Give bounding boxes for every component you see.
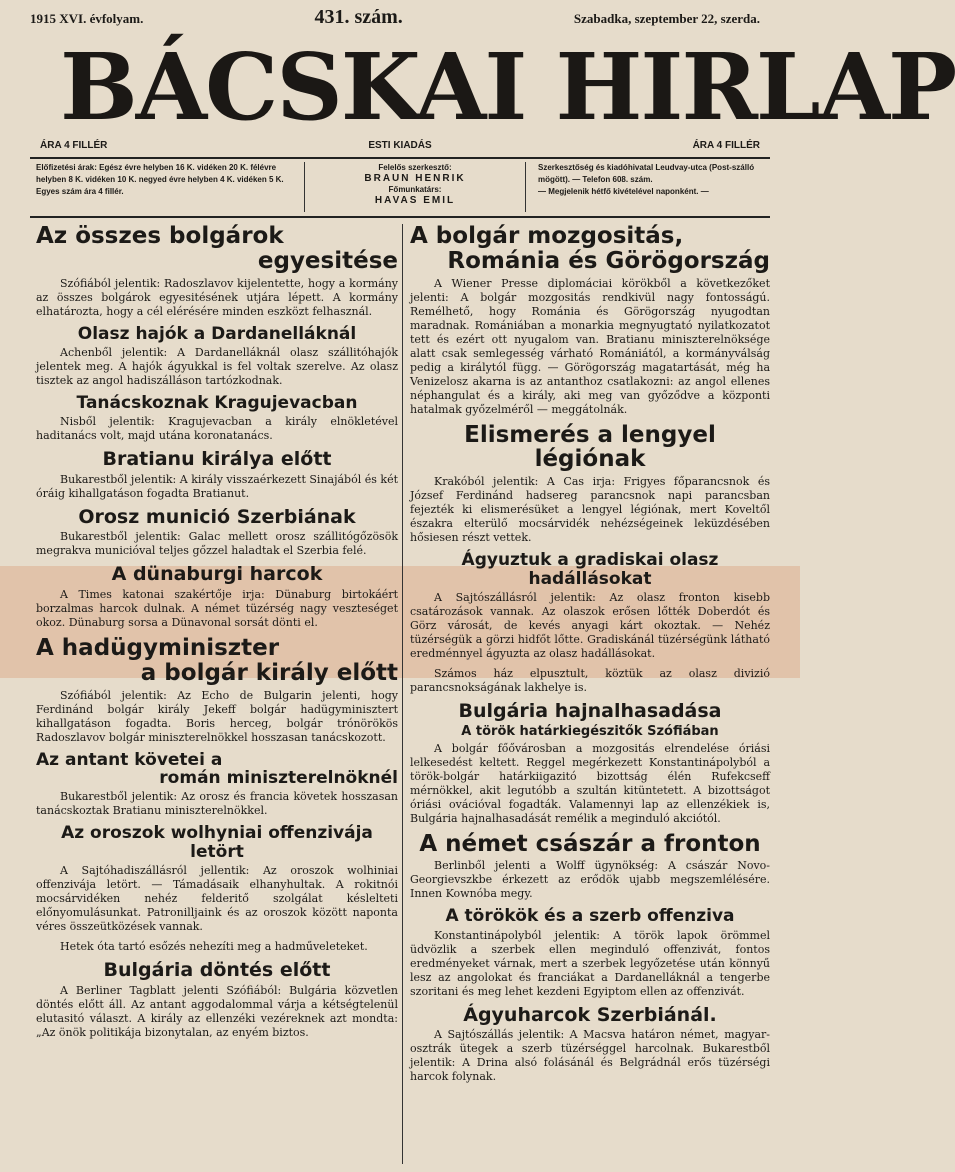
article-headline	[410, 423, 770, 473]
article-headline	[36, 394, 398, 412]
article-body: Krakóból jelentik: A Cas irja: Frigyes főparancsnok és József Ferdinánd hadsereg parancsnok napi parancsban fejezték ki elismerésüket a lengyel légiónak, mert Koveltől északra elterülő mocsárvidék nehézségeinek leküzdésében hősiesen részt vettek.	[410, 475, 770, 545]
right-column	[410, 224, 770, 1090]
article	[36, 224, 398, 319]
article	[36, 960, 398, 1040]
headline-line-1: Olasz hajók a Dardanelláknál	[77, 323, 357, 344]
headline-line-1: Az összes bolgárok	[36, 223, 284, 249]
info-rule	[30, 216, 770, 218]
article-body: A Times katonai szakértője irja: Dünaburg birtokáért borzalmas harcok dulnak. A német tüzérség nagy veszteséget okoz. Dünaburg sorsa a Dünavonal sorsát dönti el.	[36, 587, 398, 629]
article-body: A Sajtószállásról jelentik: Az olasz fronton kisebb csatározások vannak. Az olaszok erősen lőtték Doberdót és Görz városát, de kevés anyagi kárt okoztak. — Nehéz tüzérségük a görzi hidfőt lőtte. Gradiskánál tüzérségünk látható eredménnyel ágyuzta az olasz hadállásokat.	[410, 591, 770, 661]
article	[36, 824, 398, 934]
article-headline	[410, 832, 770, 857]
article	[36, 325, 398, 388]
publication-schedule: — Megjelenik hétfő kivételével naponként. —	[538, 187, 709, 196]
headline-line-1: Ágyuztuk a gradiskai olasz hadállásokat	[461, 550, 719, 589]
headline-line-1: A bolgár mozgositás,	[410, 223, 684, 249]
article	[410, 423, 770, 546]
article	[36, 394, 398, 443]
article-headline	[36, 564, 398, 585]
article-headline	[410, 224, 770, 274]
article-headline	[410, 907, 770, 925]
office-block	[526, 162, 760, 212]
article-headline	[36, 751, 398, 788]
article-headline	[410, 1005, 770, 1026]
article	[410, 701, 770, 826]
headline-line-2: Románia és Görögország	[447, 247, 770, 274]
headline-line-1: Tanácskoznak Kragujevacban	[76, 393, 358, 414]
left-column	[36, 224, 398, 1046]
headline-line-1: Bratianu királya előtt	[102, 448, 332, 471]
masthead-subline	[40, 140, 760, 156]
headline-line-2: egyesitése	[257, 247, 398, 274]
edition-type: ESTI KIADÁS	[368, 140, 432, 151]
article-headline	[36, 224, 398, 274]
issue-date: Szabadka, szeptember 22, szerda.	[573, 11, 760, 26]
article	[410, 1005, 770, 1085]
coworker-name: HAVAS EMIL	[374, 195, 456, 206]
article-body: Számos ház elpusztult, köztük az olasz divizió parancsnokságának lakhelye is.	[410, 667, 770, 695]
headline-line-1: A dünaburgi harcok	[111, 563, 323, 586]
article-body: Konstantinápolyból jelentik: A török lapok örömmel üdvözlik a szerbek ellen meginduló offenzivát, fontos eredményeket várnak, mert a szerbek legyőzetése után könnyű lesz az angolokat és franciákat a Dardanelláknál a tengerbe szoritani és meg lehet kezdeni Egyiptom ellen az offenzivát.	[410, 928, 770, 998]
headline-line-1: A német császár a fronton	[419, 830, 761, 857]
column-divider	[402, 224, 403, 1164]
top-line	[30, 6, 760, 26]
office-address: Szerkesztőség és kiadóhivatal Leudvay-utca (Post-szálló mögött). — Telefon 608. szám.	[538, 163, 755, 184]
article-body: Szófiából jelentik: Az Echo de Bulgarin jelenti, hogy Ferdinánd bolgár király Jekeff bolgár hadügyminisztert kihallgatáson fogadta. Boris herceg, bolgár trónörökös Radoszlavov bolgár miniszterelnökkel hosszasan tanácskozott.	[36, 688, 398, 744]
article-body: Hetek óta tartó esőzés nehezíti meg a hadműveleteket.	[60, 940, 368, 954]
article	[36, 507, 398, 559]
headline-line-2: román miniszterelnöknél	[159, 767, 398, 788]
article-body: Berlinből jelenti a Wolff ügynökség: A császár Novo-Georgievszkbe érkezett az erődök ujabb megszemlélésére. Innen Kownóba megy.	[410, 859, 770, 901]
article	[36, 564, 398, 630]
article-headline	[36, 449, 398, 470]
article	[36, 636, 398, 745]
headline-line-1: Az oroszok wolhyniai offenzivája letört	[61, 823, 373, 862]
price-left: ÁRA 4 FILLÉR	[40, 140, 108, 151]
article-headline	[36, 507, 398, 528]
article-subheadline: A török határkiegészitők Szófiában	[461, 723, 719, 739]
article-headline	[36, 325, 398, 343]
article-body: Bukarestből jelentik: A király visszaérkezett Sinajából és két óráig kihallgatáson fogadta Bratianut.	[36, 472, 398, 500]
headline-line-1: Elismerés a lengyel légiónak	[464, 421, 716, 473]
headline-line-1: A hadügyminiszter	[36, 634, 280, 661]
article-body: A Berliner Tagblatt jelenti Szófiából: Bulgária közvetlen döntés előtt áll. Az antant aggodalommal várja a kétségtelenül elutasitó választ. A király az ellenzéki vezéreknek azt mondta: „Az önök politikája bizonytalan, az enyém biztos.	[36, 983, 398, 1039]
edition-year: 1915 XVI. évfolyam.	[30, 11, 144, 26]
editor-label: Felelős szerkesztő:	[378, 163, 452, 172]
masthead-title: BÁCSKAI HIRLAP	[60, 33, 955, 141]
headline-line-1: A törökök és a szerb offenziva	[445, 906, 735, 927]
article	[410, 224, 770, 417]
article-headline	[36, 824, 398, 861]
headline-line-1: Bulgária hajnalhasadása	[458, 700, 722, 723]
headline-line-2: a bolgár király előtt	[140, 659, 398, 686]
article-body: Nisből jelentik: Kragujevacban a király elnökletével haditanács volt, majd utána koronatanács.	[36, 415, 398, 443]
article-body: A Sajtószállás jelentik: A Macsva határon német, magyar-osztrák ütegek a szerb tüzérséggel harcolnak. Bukarestből jelentik: A Drina alsó folásánál és Belgrádnál erős tüzérségi harcok folynak.	[410, 1028, 770, 1084]
headline-line-1: Ágyuharcok Szerbiánál.	[463, 1003, 717, 1026]
info-bar	[36, 162, 760, 212]
price-right: ÁRA 4 FILLÉR	[692, 140, 760, 151]
article	[410, 667, 770, 695]
article-body: Achenből jelentik: A Dardanelláknál olasz szállitóhajók jelentek meg. A hajók ágyukkal is fel voltak szerelve. Az olasz tisztek az angol hadiszálláson tartózkodnak.	[36, 346, 398, 388]
article-body: A bolgár főővárosban a mozgositás elrendelése óriási lelkesedést keltett. Reggel megérkezett Konstantinápolyból a török-bolgár határkiigazitó bizottság élén Rufekcseff mérnökkel, akit legutóbb a szultán kitüntetett. A bizottságot óriási ovációval fogadták. Valamennyi lap az ellenzékiek is, Bulgária hajnalhasadását remélik a meginduló akciótól.	[410, 741, 770, 825]
article-body: Bukarestből jelentik: Galac mellett orosz szállitógőzösök megrakva municióval teljes gőzzel haladtak el Szerbia felé.	[36, 530, 398, 558]
article-headline	[36, 960, 398, 981]
article-headline	[36, 636, 398, 686]
article-headline	[410, 701, 770, 722]
article-body: Bukarestből jelentik: Az orosz és francia követek hosszasan tanácskoztak Bratianu miniszterelnökkel.	[36, 790, 398, 818]
editor-name: BRAUN HENRIK	[364, 173, 466, 184]
subscription-prices: Előfizetési árak: Egész évre helyben 16 K. vidéken 20 K. félévre helyben 8 K. vidéken 10 K. negyed évre helyben 4 K. vidéken 5 K. Egyes szám ára 4 fillér.	[36, 162, 305, 212]
editors-block	[305, 162, 526, 212]
article-headline	[410, 551, 770, 588]
article-body: A Sajtóhadiszállásról jellentik: Az oroszok wolhiniai offenzivája letört. — Támadásaik elhanyhultak. A rokitnói mocsárvidéken nehéz felderitő szolgálat késlelteti előnyomulásunkat. Patronilljaink és az oroszok között naponta véres összeütközések vannak.	[36, 864, 398, 934]
article	[36, 940, 398, 954]
article	[410, 907, 770, 998]
article	[36, 449, 398, 501]
article-body: A Wiener Presse diplomáciai körökből a következőket jelenti: A bolgár mozgositás rendkivül nagy fontosságú. Remélhető, hogy Románia és Görögország nyugodtan maradnak. Romániában a monarkia megnyugtató nyilatkozatot tett és ezért ott nyugalom van. Bratianu miniszterelnöksége alatt csak semlegesség várható Romániától, a kormányválság pedig a királytól függ. — Görögország magatartását, még ha Venizelosz akarna is az antanthoz csatlakozni: az angol ellenes néphangulat és a király, aki meg van győződve a központi hatalmak győzelméről — meggátolnák.	[410, 276, 770, 416]
article	[410, 551, 770, 661]
article	[36, 751, 398, 819]
coworker-label: Főmunkatárs:	[388, 185, 442, 194]
article-body: Szófiából jelentik: Radoszlavov kijelentette, hogy a kormány az összes bolgárok egyesitésének utjára lépett. A kormány elhatározta, hogy a cél elérésére minden eszközt felhasznál.	[36, 276, 398, 318]
article	[410, 832, 770, 902]
top-rule	[30, 157, 770, 159]
headline-line-1: Orosz munició Szerbiának	[78, 505, 356, 528]
issue-number: 431. szám.	[314, 6, 403, 28]
headline-line-1: Az antant követei a	[36, 749, 223, 770]
headline-line-1: Bulgária döntés előtt	[103, 959, 331, 982]
